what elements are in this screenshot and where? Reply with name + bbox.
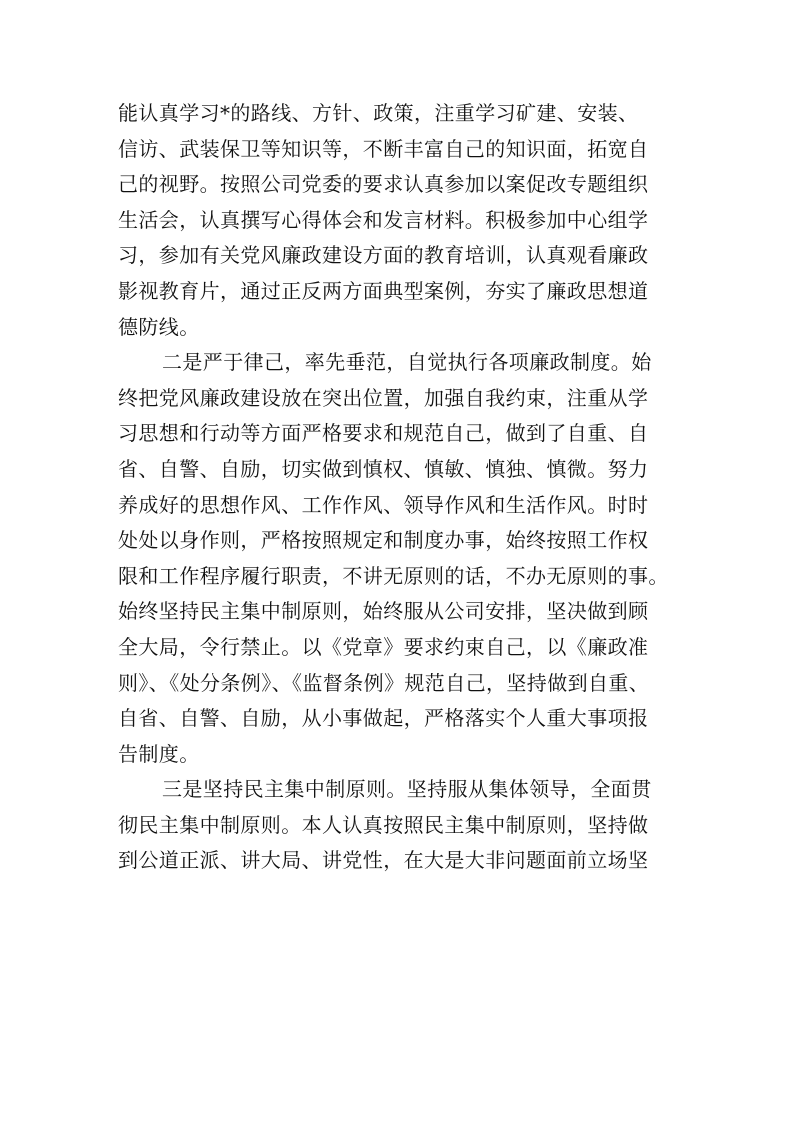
- text-line: 习，参加有关党风廉政建设方面的教育培训，认真观看廉政: [118, 243, 649, 268]
- text-line: 始终坚持民主集中制原则，始终服从公司安排，坚决做到顾: [118, 599, 649, 624]
- text-line: 养成好的思想作风、工作作风、领导作风和生活作风。时时: [118, 492, 649, 517]
- text-line: 则》、《处分条例》、《监督条例》规范自己，坚持做到自重、: [118, 670, 650, 695]
- text-line: 自省、自警、自励，从小事做起，严格落实个人重大事项报: [118, 706, 649, 731]
- text-line: 限和工作程序履行职责，不讲无原则的话，不办无原则的事。: [118, 563, 669, 588]
- text-line: 告制度。: [118, 741, 200, 766]
- text-line: 终把党风廉政建设放在突出位置，加强自我约束，注重从学: [118, 385, 649, 410]
- text-line: 己的视野。按照公司党委的要求认真参加以案促改专题组织: [118, 172, 649, 197]
- text-line: 省、自警、自励，切实做到慎权、慎敏、慎独、慎微。努力: [118, 456, 649, 481]
- text-line: 彻民主集中制原则。本人认真按照民主集中制原则，坚持做: [118, 812, 649, 837]
- text-line: 全大局，令行禁止。以《党章》要求约束自己，以《廉政准: [118, 634, 649, 659]
- document-body: [118, 96, 688, 879]
- text-line: 处处以身作则，严格按照规定和制度办事，始终按照工作权: [118, 528, 649, 553]
- text-line: 德防线。: [118, 314, 200, 339]
- text-line: 影视教育片，通过正反两方面典型案例，夯实了廉政思想道: [118, 278, 649, 303]
- text-line: 三是坚持民主集中制原则。坚持服从集体领导，全面贯: [162, 777, 652, 802]
- text-line: 能认真学习*的路线、方针、政策，注重学习矿建、安装、: [118, 101, 639, 125]
- text-line: 生活会，认真撰写心得体会和发言材料。积极参加中心组学: [118, 207, 649, 232]
- text-line: 到公道正派、讲大局、讲党性，在大是大非问题面前立场坚: [118, 848, 649, 873]
- text-line: 二是严于律己，率先垂范，自觉执行各项廉政制度。始: [162, 350, 652, 375]
- text-line: 习思想和行动等方面严格要求和规范自己，做到了自重、自: [118, 421, 649, 446]
- text-line: 信访、武装保卫等知识等，不断丰富自己的知识面，拓宽自: [118, 136, 649, 161]
